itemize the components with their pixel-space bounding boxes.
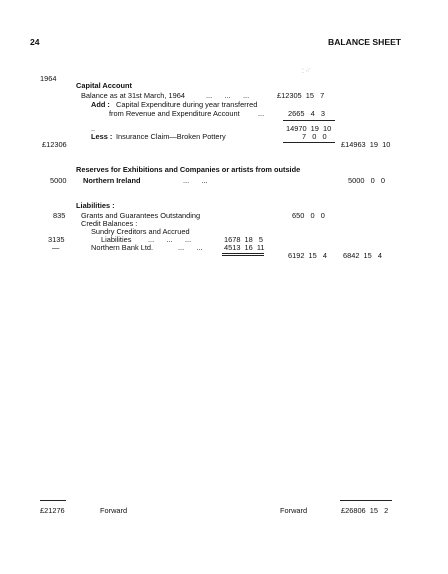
add-amount: 2665 4 3 bbox=[288, 109, 325, 118]
less-amount: 7 0 0 bbox=[302, 132, 327, 141]
footer-prior-rule bbox=[40, 500, 66, 501]
liabilities-prior: 3135 bbox=[48, 235, 65, 244]
reserves-dots: ... ... bbox=[183, 176, 208, 185]
balance-amount: £12305 15 7 bbox=[277, 91, 325, 100]
liabilities-heading: Liabilities : bbox=[76, 201, 115, 210]
liabilities-amount: 1678 18 5 bbox=[224, 235, 264, 244]
print-speck: ⁚ ⁖˙ bbox=[302, 69, 312, 75]
reserves-prior: 5000 bbox=[50, 176, 67, 185]
reserves-total: 5000 0 0 bbox=[348, 176, 385, 185]
liabilities-double-rule bbox=[222, 253, 264, 256]
balance-dots: ... ... ... bbox=[206, 91, 250, 100]
subtotal-rule bbox=[283, 120, 335, 121]
grants-amount: 650 0 0 bbox=[292, 211, 325, 220]
capital-account-heading: Capital Account bbox=[76, 81, 132, 90]
add-text-1: Capital Expenditure during year transferred bbox=[116, 100, 258, 109]
less-text: Insurance Claim—Broken Pottery bbox=[116, 132, 226, 141]
forward-left: Forward bbox=[100, 506, 128, 515]
reserves-heading: Reserves for Exhibitions and Companies or artists from outside bbox=[76, 165, 301, 174]
liabilities-label: Liabilities bbox=[101, 235, 132, 244]
grants-label: Grants and Guarantees Outstanding bbox=[81, 211, 201, 220]
capital-prior: £12306 bbox=[42, 140, 67, 149]
bank-label: Northern Bank Ltd. bbox=[91, 243, 154, 252]
liabilities-subtotal: 6192 15 4 bbox=[288, 251, 328, 260]
bank-dots: ... ... bbox=[178, 243, 203, 252]
page-number: 24 bbox=[30, 37, 40, 47]
forward-right: Forward bbox=[280, 506, 308, 515]
capital-subtotal: 14970 19 10 bbox=[286, 124, 332, 133]
capital-total: £14963 19 10 bbox=[341, 140, 391, 149]
credit-balances-label: Credit Balances : bbox=[81, 219, 138, 228]
add-dots: ... bbox=[258, 109, 265, 118]
add-label: Add : bbox=[91, 100, 110, 109]
page-title: BALANCE SHEET bbox=[328, 37, 402, 47]
bank-prior: — bbox=[52, 243, 60, 252]
balance-label: Balance as at 31st March, 1964 bbox=[81, 91, 185, 100]
footer-prior: £21276 bbox=[40, 506, 65, 515]
footer-total: £26806 15 2 bbox=[341, 506, 389, 515]
grants-prior: 835 bbox=[53, 211, 66, 220]
subtotal-dots: .. bbox=[91, 124, 96, 133]
liabilities-total: 6842 15 4 bbox=[343, 251, 383, 260]
liabilities-dots: ... ... ... bbox=[148, 235, 192, 244]
sundry-label: Sundry Creditors and Accrued bbox=[91, 227, 190, 236]
less-label: Less : bbox=[91, 132, 113, 141]
reserves-label: Northern Ireland bbox=[83, 176, 141, 185]
add-text-2: from Revenue and Expenditure Account bbox=[109, 109, 240, 118]
bank-amount: 4513 16 11 bbox=[224, 243, 265, 252]
prior-year-label: 1964 bbox=[40, 74, 57, 83]
capital-total-rule bbox=[283, 142, 335, 143]
footer-total-rule bbox=[340, 500, 392, 501]
